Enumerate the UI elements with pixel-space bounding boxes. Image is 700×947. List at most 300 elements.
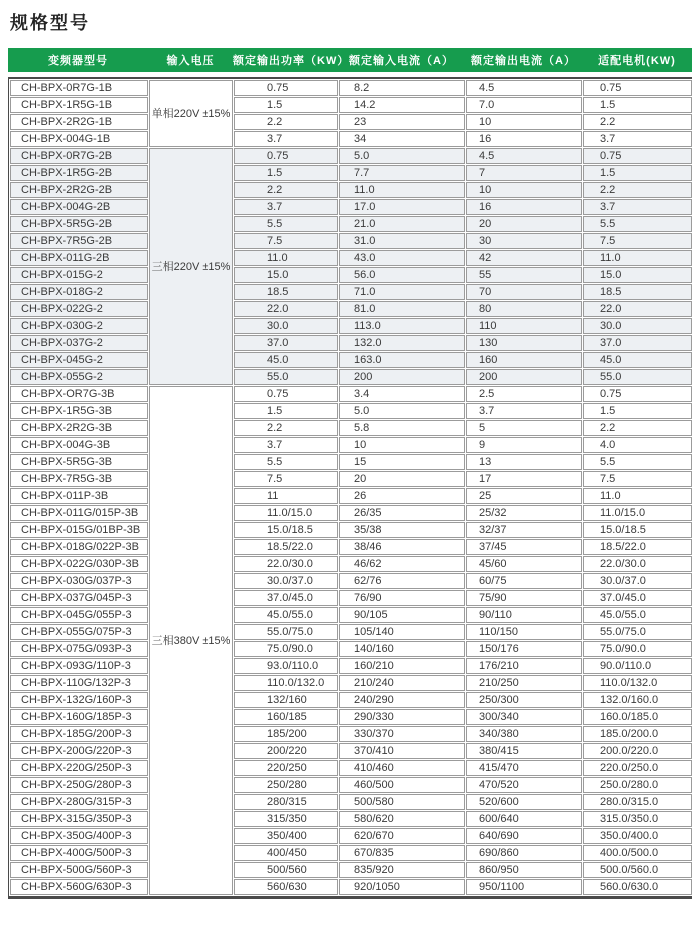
model-cell: CH-BPX-037G-2 [10, 335, 148, 351]
output-power-cell: 280/315 [234, 794, 338, 810]
model-cell: CH-BPX-018G/022P-3B [10, 539, 148, 555]
input-current-cell: 163.0 [339, 352, 465, 368]
table-row [10, 165, 692, 181]
model-cell: CH-BPX-1R5G-3B [10, 403, 148, 419]
model-cell: CH-BPX-055G/075P-3 [10, 624, 148, 640]
output-power-cell: 315/350 [234, 811, 338, 827]
output-power-cell: 3.7 [234, 131, 338, 147]
input-voltage-cell: 三相220V ±15% [149, 148, 233, 385]
spec-table-body [10, 80, 692, 895]
motor-cell: 315.0/350.0 [583, 811, 692, 827]
table-row [10, 794, 692, 810]
motor-cell: 18.5 [583, 284, 692, 300]
table-header [8, 48, 692, 72]
model-cell: CH-BPX-030G-2 [10, 318, 148, 334]
motor-cell: 220.0/250.0 [583, 760, 692, 776]
table-row [10, 760, 692, 776]
output-power-cell: 500/560 [234, 862, 338, 878]
model-cell: CH-BPX-015G/01BP-3B [10, 522, 148, 538]
output-current-cell: 160 [466, 352, 582, 368]
header-adapted-motor: 适配电机(KW) [598, 55, 676, 67]
table-row [10, 369, 692, 385]
output-power-cell: 2.2 [234, 182, 338, 198]
output-power-cell: 110.0/132.0 [234, 675, 338, 691]
output-current-cell: 520/600 [466, 794, 582, 810]
input-current-cell: 26 [339, 488, 465, 504]
model-cell: CH-BPX-500G/560P-3 [10, 862, 148, 878]
output-current-cell: 60/75 [466, 573, 582, 589]
output-current-cell: 7 [466, 165, 582, 181]
table-row [10, 539, 692, 555]
input-current-cell: 240/290 [339, 692, 465, 708]
output-current-cell: 5 [466, 420, 582, 436]
input-current-cell: 8.2 [339, 80, 465, 96]
output-power-cell: 45.0/55.0 [234, 607, 338, 623]
table-row [10, 352, 692, 368]
output-power-cell: 3.7 [234, 437, 338, 453]
model-cell: CH-BPX-015G-2 [10, 267, 148, 283]
model-cell: CH-BPX-220G/250P-3 [10, 760, 148, 776]
output-current-cell: 75/90 [466, 590, 582, 606]
output-current-cell: 3.7 [466, 403, 582, 419]
output-power-cell: 0.75 [234, 148, 338, 164]
motor-cell: 280.0/315.0 [583, 794, 692, 810]
input-current-cell: 160/210 [339, 658, 465, 674]
input-current-cell: 90/105 [339, 607, 465, 623]
input-current-cell: 31.0 [339, 233, 465, 249]
model-cell: CH-BPX-7R5G-2B [10, 233, 148, 249]
output-power-cell: 22.0 [234, 301, 338, 317]
input-current-cell: 370/410 [339, 743, 465, 759]
output-power-cell: 350/400 [234, 828, 338, 844]
motor-cell: 5.5 [583, 216, 692, 232]
output-current-cell: 110 [466, 318, 582, 334]
output-power-cell: 200/220 [234, 743, 338, 759]
table-row [10, 233, 692, 249]
output-current-cell: 300/340 [466, 709, 582, 725]
output-current-cell: 110/150 [466, 624, 582, 640]
motor-cell: 15.0 [583, 267, 692, 283]
model-cell: CH-BPX-004G-1B [10, 131, 148, 147]
output-current-cell: 600/640 [466, 811, 582, 827]
motor-cell: 1.5 [583, 403, 692, 419]
input-current-cell: 62/76 [339, 573, 465, 589]
output-power-cell: 250/280 [234, 777, 338, 793]
output-current-cell: 200 [466, 369, 582, 385]
input-current-cell: 81.0 [339, 301, 465, 317]
input-current-cell: 410/460 [339, 760, 465, 776]
output-current-cell: 150/176 [466, 641, 582, 657]
output-power-cell: 5.5 [234, 216, 338, 232]
motor-cell: 350.0/400.0 [583, 828, 692, 844]
output-current-cell: 4.5 [466, 148, 582, 164]
output-power-cell: 132/160 [234, 692, 338, 708]
input-current-cell: 20 [339, 471, 465, 487]
input-current-cell: 15 [339, 454, 465, 470]
spec-table [9, 79, 693, 896]
header-input-voltage: 输入电压 [166, 55, 215, 67]
page-title: 规格型号 [10, 13, 90, 33]
motor-cell: 1.5 [583, 165, 692, 181]
output-power-cell: 2.2 [234, 420, 338, 436]
motor-cell: 185.0/200.0 [583, 726, 692, 742]
motor-cell: 1.5 [583, 97, 692, 113]
input-current-cell: 105/140 [339, 624, 465, 640]
table-row [10, 216, 692, 232]
model-cell: CH-BPX-280G/315P-3 [10, 794, 148, 810]
output-power-cell: 7.5 [234, 233, 338, 249]
output-current-cell: 860/950 [466, 862, 582, 878]
model-cell: CH-BPX-2R2G-1B [10, 114, 148, 130]
model-cell: CH-BPX-200G/220P-3 [10, 743, 148, 759]
motor-cell: 5.5 [583, 454, 692, 470]
table-row [10, 301, 692, 317]
table-row [10, 777, 692, 793]
motor-cell: 560.0/630.0 [583, 879, 692, 895]
output-current-cell: 130 [466, 335, 582, 351]
motor-cell: 30.0 [583, 318, 692, 334]
table-row [10, 420, 692, 436]
input-current-cell: 56.0 [339, 267, 465, 283]
output-current-cell: 470/520 [466, 777, 582, 793]
output-power-cell: 1.5 [234, 165, 338, 181]
table-row [10, 811, 692, 827]
table-row [10, 284, 692, 300]
output-current-cell: 37/45 [466, 539, 582, 555]
output-power-cell: 1.5 [234, 403, 338, 419]
table-row [10, 590, 692, 606]
output-power-cell: 185/200 [234, 726, 338, 742]
table-row [10, 709, 692, 725]
input-current-cell: 35/38 [339, 522, 465, 538]
motor-cell: 400.0/500.0 [583, 845, 692, 861]
motor-cell: 37.0 [583, 335, 692, 351]
input-current-cell: 580/620 [339, 811, 465, 827]
input-current-cell: 3.4 [339, 386, 465, 402]
motor-cell: 11.0 [583, 250, 692, 266]
input-current-cell: 835/920 [339, 862, 465, 878]
input-current-cell: 23 [339, 114, 465, 130]
table-row [10, 624, 692, 640]
table-row [10, 471, 692, 487]
model-cell: CH-BPX-045G-2 [10, 352, 148, 368]
output-current-cell: 20 [466, 216, 582, 232]
output-current-cell: 17 [466, 471, 582, 487]
output-power-cell: 5.5 [234, 454, 338, 470]
output-power-cell: 160/185 [234, 709, 338, 725]
model-cell: CH-BPX-350G/400P-3 [10, 828, 148, 844]
output-current-cell: 25/32 [466, 505, 582, 521]
input-current-cell: 7.7 [339, 165, 465, 181]
output-power-cell: 2.2 [234, 114, 338, 130]
table-row [10, 522, 692, 538]
motor-cell: 110.0/132.0 [583, 675, 692, 691]
model-cell: CH-BPX-OR7G-3B [10, 386, 148, 402]
output-power-cell: 400/450 [234, 845, 338, 861]
input-current-cell: 43.0 [339, 250, 465, 266]
header-input-current: 额定输入电流（A） [349, 55, 454, 67]
motor-cell: 15.0/18.5 [583, 522, 692, 538]
motor-cell: 75.0/90.0 [583, 641, 692, 657]
output-current-cell: 250/300 [466, 692, 582, 708]
table-row [10, 607, 692, 623]
motor-cell: 4.0 [583, 437, 692, 453]
output-power-cell: 55.0/75.0 [234, 624, 338, 640]
motor-cell: 45.0 [583, 352, 692, 368]
table-row [10, 828, 692, 844]
table-row [10, 182, 692, 198]
table-row [10, 97, 692, 113]
motor-cell: 3.7 [583, 199, 692, 215]
model-cell: CH-BPX-0R7G-2B [10, 148, 148, 164]
table-row [10, 743, 692, 759]
input-current-cell: 71.0 [339, 284, 465, 300]
output-current-cell: 950/1100 [466, 879, 582, 895]
output-current-cell: 340/380 [466, 726, 582, 742]
table-row [10, 556, 692, 572]
motor-cell: 132.0/160.0 [583, 692, 692, 708]
output-current-cell: 7.0 [466, 97, 582, 113]
output-power-cell: 0.75 [234, 386, 338, 402]
table-row [10, 267, 692, 283]
input-current-cell: 290/330 [339, 709, 465, 725]
table-row [10, 658, 692, 674]
motor-cell: 7.5 [583, 471, 692, 487]
output-power-cell: 37.0/45.0 [234, 590, 338, 606]
model-cell: CH-BPX-110G/132P-3 [10, 675, 148, 691]
input-current-cell: 26/35 [339, 505, 465, 521]
output-current-cell: 690/860 [466, 845, 582, 861]
output-power-cell: 1.5 [234, 97, 338, 113]
model-cell: CH-BPX-011G/015P-3B [10, 505, 148, 521]
motor-cell: 0.75 [583, 80, 692, 96]
table-row [10, 148, 692, 164]
model-cell: CH-BPX-2R2G-3B [10, 420, 148, 436]
model-cell: CH-BPX-022G-2 [10, 301, 148, 317]
motor-cell: 90.0/110.0 [583, 658, 692, 674]
table-row [10, 114, 692, 130]
input-current-cell: 200 [339, 369, 465, 385]
motor-cell: 11.0/15.0 [583, 505, 692, 521]
model-cell: CH-BPX-132G/160P-3 [10, 692, 148, 708]
model-cell: CH-BPX-315G/350P-3 [10, 811, 148, 827]
input-current-cell: 10 [339, 437, 465, 453]
motor-cell: 2.2 [583, 182, 692, 198]
header-output-power: 额定输出功率（KW） [233, 55, 350, 67]
output-power-cell: 560/630 [234, 879, 338, 895]
motor-cell: 22.0/30.0 [583, 556, 692, 572]
input-voltage-cell: 三相380V ±15% [149, 386, 233, 895]
input-current-cell: 34 [339, 131, 465, 147]
model-cell: CH-BPX-011P-3B [10, 488, 148, 504]
output-power-cell: 30.0/37.0 [234, 573, 338, 589]
model-cell: CH-BPX-1R5G-1B [10, 97, 148, 113]
input-current-cell: 38/46 [339, 539, 465, 555]
output-power-cell: 15.0 [234, 267, 338, 283]
table-row [10, 318, 692, 334]
motor-cell: 22.0 [583, 301, 692, 317]
motor-cell: 0.75 [583, 148, 692, 164]
motor-cell: 200.0/220.0 [583, 743, 692, 759]
model-cell: CH-BPX-5R5G-2B [10, 216, 148, 232]
motor-cell: 11.0 [583, 488, 692, 504]
model-cell: CH-BPX-045G/055P-3 [10, 607, 148, 623]
input-voltage-cell: 单相220V ±15% [149, 80, 233, 147]
table-row [10, 675, 692, 691]
motor-cell: 7.5 [583, 233, 692, 249]
model-cell: CH-BPX-1R5G-2B [10, 165, 148, 181]
spec-table-frame [8, 77, 692, 899]
input-current-cell: 500/580 [339, 794, 465, 810]
table-row [10, 386, 692, 402]
motor-cell: 55.0/75.0 [583, 624, 692, 640]
input-current-cell: 21.0 [339, 216, 465, 232]
table-row [10, 488, 692, 504]
output-current-cell: 30 [466, 233, 582, 249]
output-current-cell: 16 [466, 131, 582, 147]
output-current-cell: 45/60 [466, 556, 582, 572]
table-row [10, 131, 692, 147]
motor-cell: 0.75 [583, 386, 692, 402]
table-row [10, 403, 692, 419]
motor-cell: 45.0/55.0 [583, 607, 692, 623]
output-power-cell: 55.0 [234, 369, 338, 385]
input-current-cell: 620/670 [339, 828, 465, 844]
model-cell: CH-BPX-250G/280P-3 [10, 777, 148, 793]
output-power-cell: 18.5/22.0 [234, 539, 338, 555]
model-cell: CH-BPX-160G/185P-3 [10, 709, 148, 725]
output-current-cell: 9 [466, 437, 582, 453]
output-current-cell: 415/470 [466, 760, 582, 776]
motor-cell: 37.0/45.0 [583, 590, 692, 606]
output-current-cell: 2.5 [466, 386, 582, 402]
output-current-cell: 10 [466, 182, 582, 198]
table-row [10, 454, 692, 470]
table-row [10, 573, 692, 589]
output-power-cell: 18.5 [234, 284, 338, 300]
output-current-cell: 16 [466, 199, 582, 215]
motor-cell: 500.0/560.0 [583, 862, 692, 878]
model-cell: CH-BPX-018G-2 [10, 284, 148, 300]
header-model: 变频器型号 [48, 55, 108, 67]
input-current-cell: 460/500 [339, 777, 465, 793]
input-current-cell: 330/370 [339, 726, 465, 742]
output-current-cell: 380/415 [466, 743, 582, 759]
model-cell: CH-BPX-7R5G-3B [10, 471, 148, 487]
motor-cell: 2.2 [583, 114, 692, 130]
output-power-cell: 11 [234, 488, 338, 504]
model-cell: CH-BPX-400G/500P-3 [10, 845, 148, 861]
table-row [10, 437, 692, 453]
model-cell: CH-BPX-004G-2B [10, 199, 148, 215]
table-row [10, 845, 692, 861]
input-current-cell: 14.2 [339, 97, 465, 113]
input-current-cell: 113.0 [339, 318, 465, 334]
motor-cell: 2.2 [583, 420, 692, 436]
motor-cell: 18.5/22.0 [583, 539, 692, 555]
motor-cell: 160.0/185.0 [583, 709, 692, 725]
model-cell: CH-BPX-055G-2 [10, 369, 148, 385]
table-row [10, 692, 692, 708]
output-power-cell: 220/250 [234, 760, 338, 776]
output-power-cell: 7.5 [234, 471, 338, 487]
input-current-cell: 132.0 [339, 335, 465, 351]
model-cell: CH-BPX-560G/630P-3 [10, 879, 148, 895]
table-row [10, 879, 692, 895]
output-current-cell: 90/110 [466, 607, 582, 623]
output-current-cell: 13 [466, 454, 582, 470]
motor-cell: 30.0/37.0 [583, 573, 692, 589]
output-current-cell: 32/37 [466, 522, 582, 538]
model-cell: CH-BPX-022G/030P-3B [10, 556, 148, 572]
output-power-cell: 37.0 [234, 335, 338, 351]
output-power-cell: 30.0 [234, 318, 338, 334]
output-current-cell: 80 [466, 301, 582, 317]
input-current-cell: 670/835 [339, 845, 465, 861]
table-row [10, 335, 692, 351]
motor-cell: 55.0 [583, 369, 692, 385]
output-current-cell: 176/210 [466, 658, 582, 674]
input-current-cell: 920/1050 [339, 879, 465, 895]
input-current-cell: 76/90 [339, 590, 465, 606]
output-power-cell: 45.0 [234, 352, 338, 368]
motor-cell: 3.7 [583, 131, 692, 147]
model-cell: CH-BPX-030G/037P-3 [10, 573, 148, 589]
output-current-cell: 210/250 [466, 675, 582, 691]
output-power-cell: 22.0/30.0 [234, 556, 338, 572]
output-current-cell: 55 [466, 267, 582, 283]
model-cell: CH-BPX-093G/110P-3 [10, 658, 148, 674]
header-output-current: 额定输出电流（A） [471, 55, 576, 67]
table-row [10, 641, 692, 657]
input-current-cell: 5.8 [339, 420, 465, 436]
output-current-cell: 10 [466, 114, 582, 130]
output-power-cell: 3.7 [234, 199, 338, 215]
input-current-cell: 140/160 [339, 641, 465, 657]
model-cell: CH-BPX-185G/200P-3 [10, 726, 148, 742]
output-power-cell: 75.0/90.0 [234, 641, 338, 657]
model-cell: CH-BPX-004G-3B [10, 437, 148, 453]
model-cell: CH-BPX-037G/045P-3 [10, 590, 148, 606]
input-current-cell: 17.0 [339, 199, 465, 215]
output-power-cell: 11.0 [234, 250, 338, 266]
output-power-cell: 93.0/110.0 [234, 658, 338, 674]
model-cell: CH-BPX-2R2G-2B [10, 182, 148, 198]
table-row [10, 250, 692, 266]
input-current-cell: 11.0 [339, 182, 465, 198]
model-cell: CH-BPX-5R5G-3B [10, 454, 148, 470]
output-power-cell: 11.0/15.0 [234, 505, 338, 521]
output-current-cell: 42 [466, 250, 582, 266]
output-power-cell: 15.0/18.5 [234, 522, 338, 538]
output-power-cell: 0.75 [234, 80, 338, 96]
input-current-cell: 46/62 [339, 556, 465, 572]
model-cell: CH-BPX-0R7G-1B [10, 80, 148, 96]
output-current-cell: 640/690 [466, 828, 582, 844]
table-row [10, 726, 692, 742]
output-current-cell: 4.5 [466, 80, 582, 96]
input-current-cell: 210/240 [339, 675, 465, 691]
table-row [10, 862, 692, 878]
output-current-cell: 70 [466, 284, 582, 300]
output-current-cell: 25 [466, 488, 582, 504]
table-row [10, 505, 692, 521]
model-cell: CH-BPX-075G/093P-3 [10, 641, 148, 657]
input-current-cell: 5.0 [339, 148, 465, 164]
input-current-cell: 5.0 [339, 403, 465, 419]
table-row [10, 199, 692, 215]
table-row [10, 80, 692, 96]
